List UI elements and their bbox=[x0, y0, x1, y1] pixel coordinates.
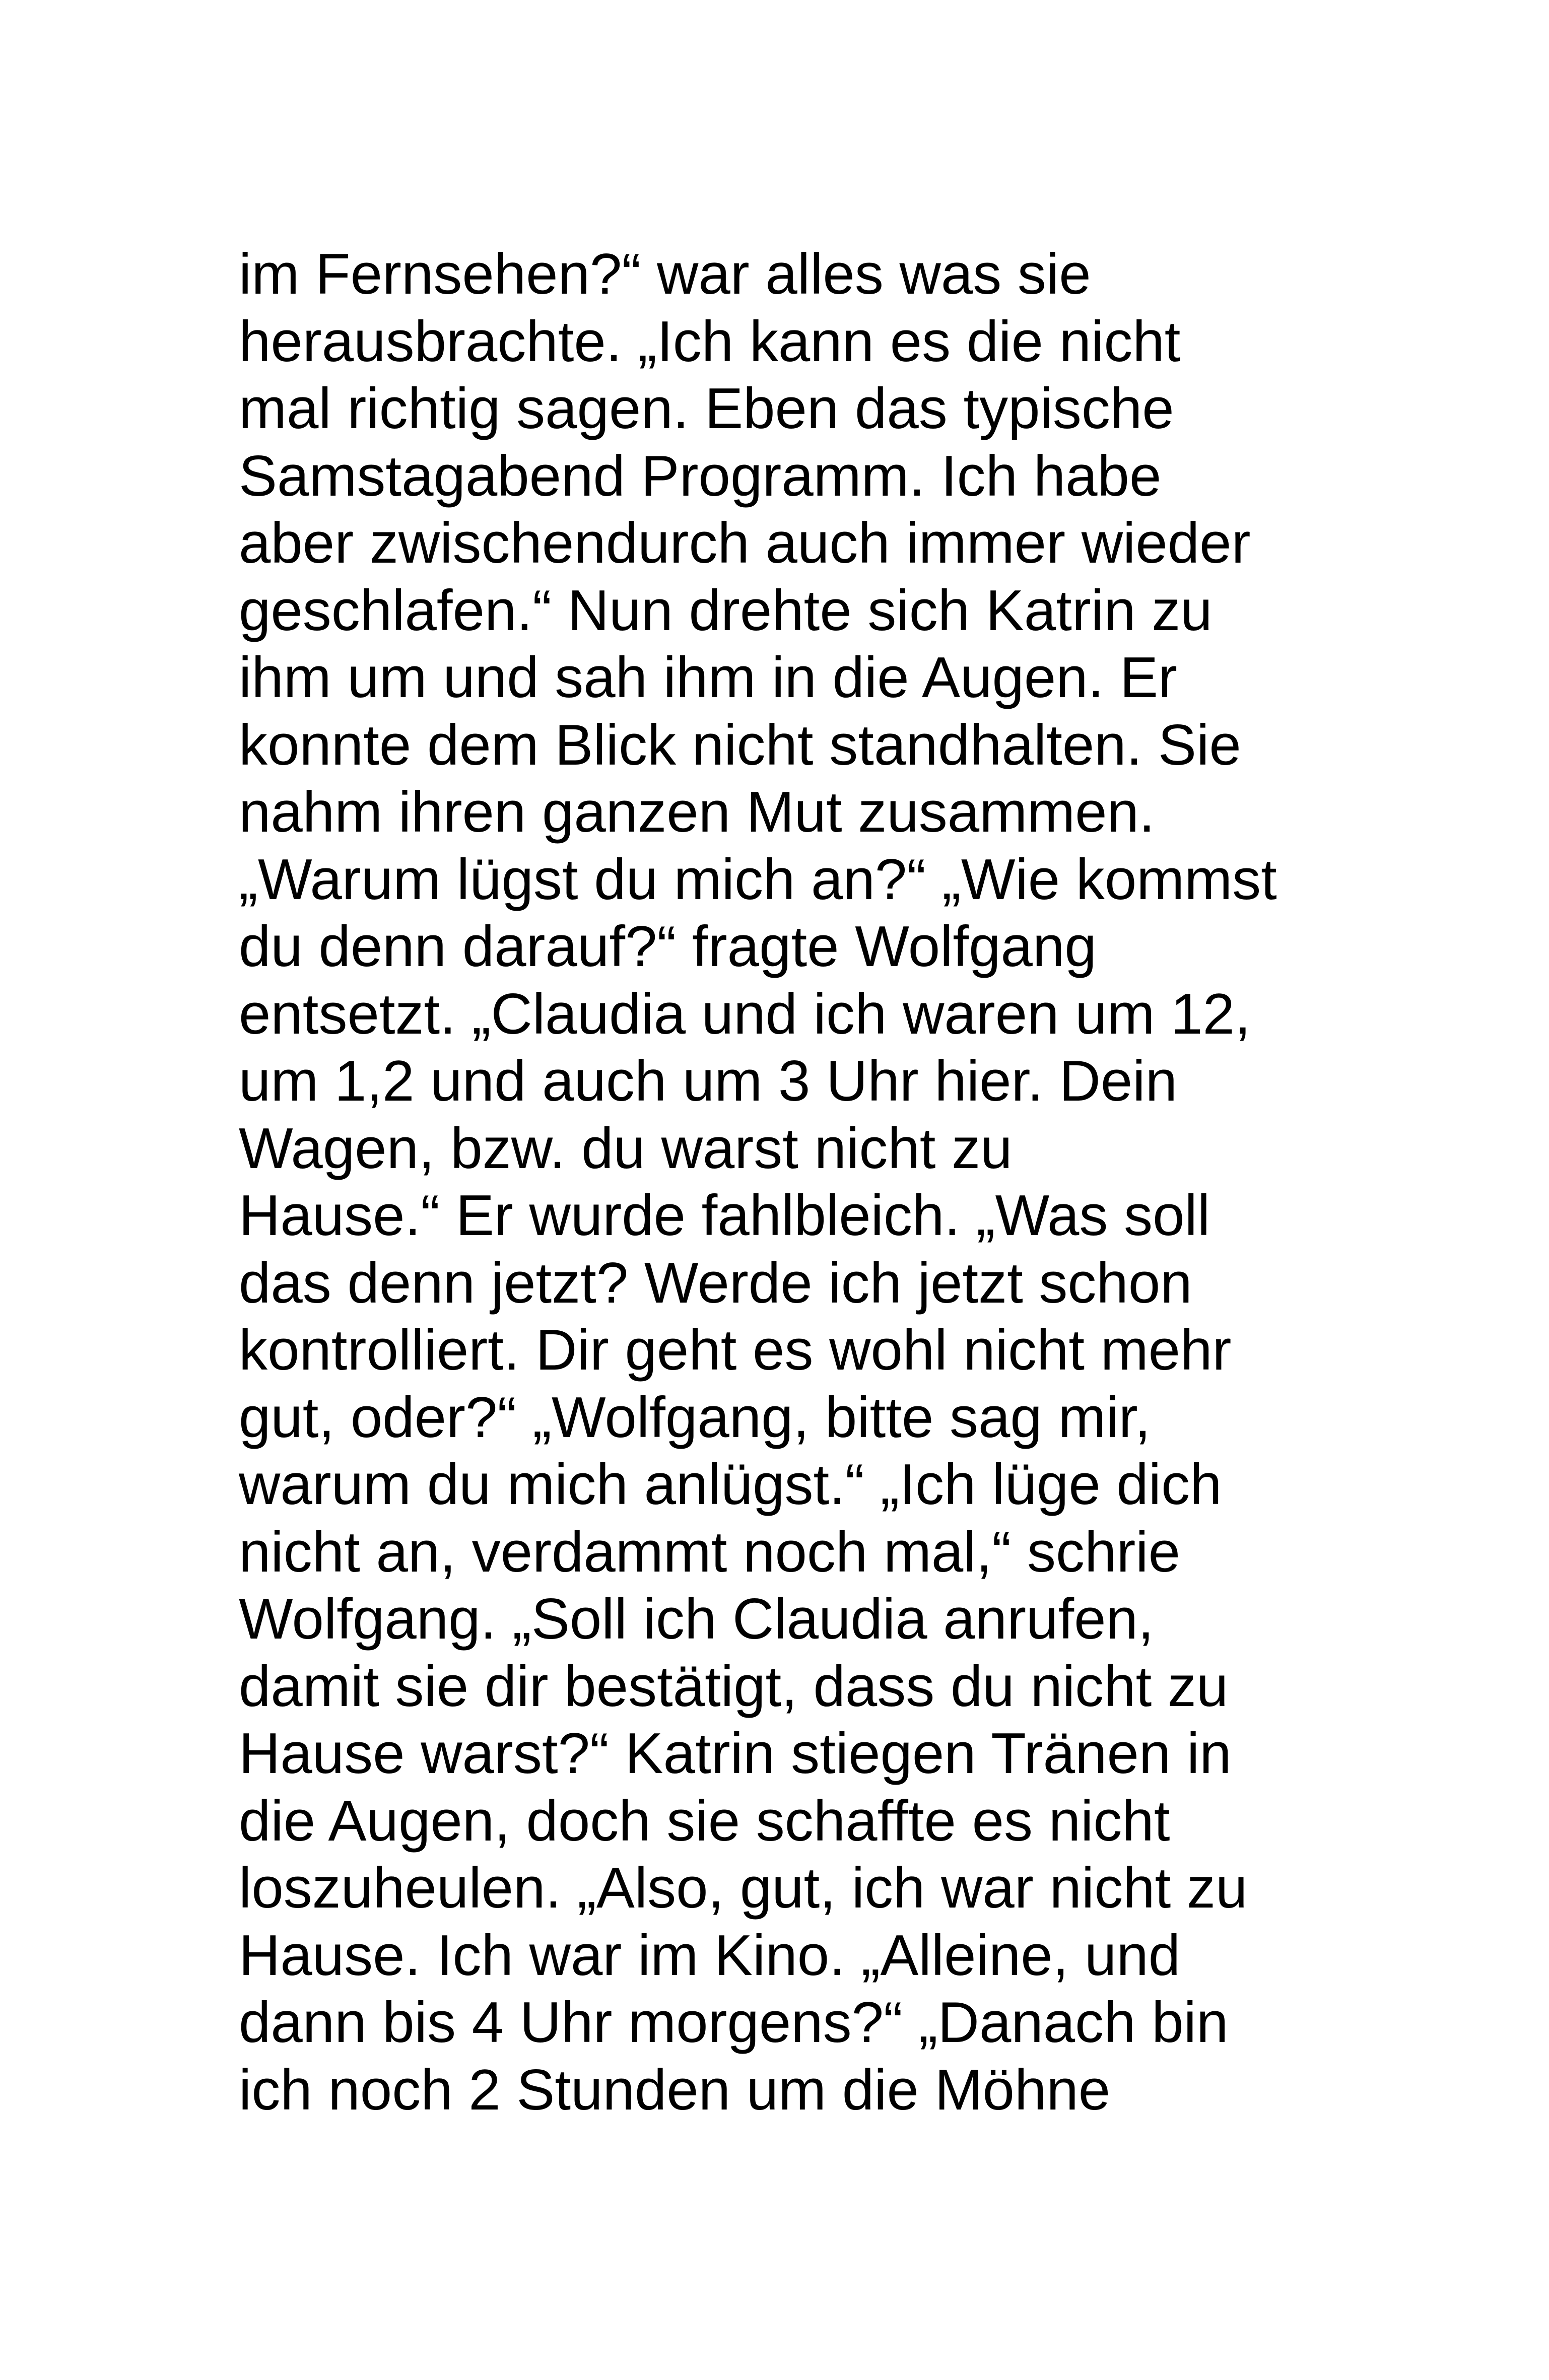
text-line-9: nahm ihren ganzen Mut zusammen. bbox=[239, 780, 1155, 844]
text-line-14: Wagen, bzw. du warst nicht zu bbox=[239, 1116, 1013, 1181]
text-line-20: nicht an, verdammt noch mal,“ schrie bbox=[239, 1520, 1181, 1584]
text-line-3: mal richtig sagen. Eben das typische bbox=[239, 377, 1174, 441]
text-line-10: „Warum lügst du mich an?“ „Wie kommst bbox=[239, 847, 1277, 912]
text-line-28: ich noch 2 Stunden um die Möhne bbox=[239, 2058, 1111, 2122]
text-line-21: Wolfgang. „Soll ich Claudia anrufen, bbox=[239, 1587, 1154, 1651]
text-line-13: um 1,2 und auch um 3 Uhr hier. Dein bbox=[239, 1049, 1178, 1113]
text-line-19: warum du mich anlügst.“ „Ich lüge dich bbox=[239, 1453, 1222, 1517]
text-line-23: Hause warst?“ Katrin stiegen Tränen in bbox=[239, 1722, 1232, 1786]
text-line-2: herausbrachte. „Ich kann es die nicht bbox=[239, 309, 1181, 374]
text-line-18: gut, oder?“ „Wolfgang, bitte sag mir, bbox=[239, 1385, 1151, 1450]
text-line-27: dann bis 4 Uhr morgens?“ „Danach bin bbox=[239, 1991, 1229, 2055]
text-line-1: im Fernsehen?“ war alles was sie bbox=[239, 242, 1091, 306]
text-line-22: damit sie dir bestätigt, dass du nicht zu bbox=[239, 1654, 1229, 1719]
text-line-4: Samstagabend Programm. Ich habe bbox=[239, 444, 1162, 508]
text-line-11: du denn darauf?“ fragte Wolfgang bbox=[239, 915, 1097, 979]
text-line-6: geschlafen.“ Nun drehte sich Katrin zu bbox=[239, 578, 1213, 643]
text-line-5: aber zwischendurch auch immer wieder bbox=[239, 511, 1251, 575]
text-line-26: Hause. Ich war im Kino. „Alleine, und bbox=[239, 1923, 1181, 1988]
text-line-16: das denn jetzt? Werde ich jetzt schon bbox=[239, 1251, 1192, 1315]
text-line-12: entsetzt. „Claudia und ich waren um 12, bbox=[239, 982, 1251, 1046]
body-text bbox=[239, 241, 1397, 2124]
text-line-7: ihm um und sah ihm in die Augen. Er bbox=[239, 646, 1178, 710]
text-line-17: kontrolliert. Dir geht es wohl nicht mehr bbox=[239, 1318, 1232, 1382]
text-line-8: konnte dem Blick nicht standhalten. Sie bbox=[239, 713, 1241, 777]
text-line-25: loszuheulen. „Also, gut, ich war nicht zu bbox=[239, 1856, 1248, 1920]
text-line-15: Hause.“ Er wurde fahlbleich. „Was soll bbox=[239, 1184, 1210, 1248]
text-line-24: die Augen, doch sie schaffte es nicht bbox=[239, 1789, 1170, 1853]
